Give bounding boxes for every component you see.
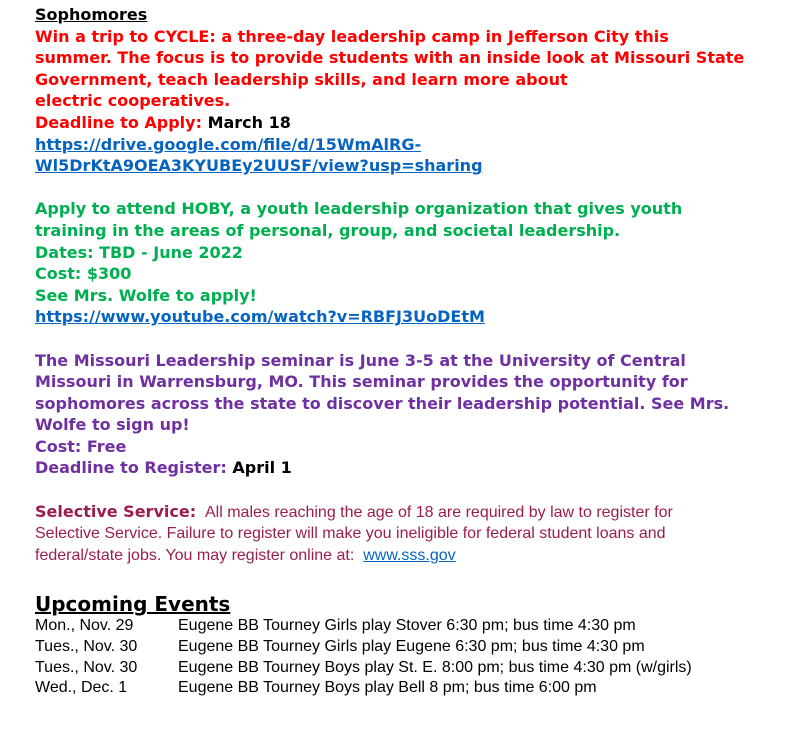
mls-cost: Cost: Free <box>35 436 127 456</box>
mls-deadline-value: April 1 <box>232 458 292 478</box>
selective-line1 <box>35 501 795 524</box>
hoby-dates: Dates: TBD - June 2022 <box>35 242 243 262</box>
event-row <box>35 637 795 658</box>
sss-link[interactable]: www.sss.gov <box>363 546 456 564</box>
selective-text: All males reaching the age of 18 are required by law to register for <box>204 503 673 521</box>
selective-label: Selective Service: <box>35 501 197 521</box>
events-title: Upcoming Events <box>35 592 231 617</box>
event-date: Tues., Nov. 30 <box>35 658 138 676</box>
selective-service-notice <box>35 501 795 567</box>
selective-line3 <box>35 545 795 567</box>
selective-line2: Selective Service. Failure to register will make you ineligible for federal student loans and <box>35 525 666 543</box>
mls-text-line: Missouri in Warrensburg, MO. This seminar provides the opportunity for <box>35 372 688 392</box>
event-date: Mon., Nov. 29 <box>35 617 134 635</box>
mls-text-line: The Missouri Leadership seminar is June 3-5 at the University of Central <box>35 350 686 370</box>
cycle-text-line: Win a trip to CYCLE: a three-day leadership camp in Jefferson City this <box>35 26 669 46</box>
hoby-announcement <box>35 198 795 328</box>
hoby-cost: Cost: $300 <box>35 264 132 284</box>
event-text: Eugene BB Tourney Boys play Bell 8 pm; bus time 6:00 pm <box>178 679 597 697</box>
cycle-text-line: electric cooperatives. <box>35 91 231 111</box>
cycle-deadline-value: March 18 <box>207 112 291 132</box>
event-text: Eugene BB Tourney Boys play St. E. 8:00 pm; bus time 4:30 pm (w/girls) <box>178 658 692 676</box>
cycle-text-line: Government, teach leadership skills, and learn more about <box>35 69 568 89</box>
upcoming-events <box>35 592 795 698</box>
event-row <box>35 616 795 637</box>
cycle-text-line: summer. The focus is to provide students with an inside look at Missouri State <box>35 48 745 68</box>
hoby-text-line: Apply to attend HOBY, a youth leadership organization that gives youth <box>35 199 683 219</box>
hoby-text-line: training in the areas of personal, group, and societal leadership. <box>35 220 621 240</box>
event-text: Eugene BB Tourney Girls play Eugene 6:30 pm; bus time 4:30 pm <box>178 638 645 656</box>
document-page <box>35 4 795 699</box>
event-text: Eugene BB Tourney Girls play Stover 6:30 pm; bus time 4:30 pm <box>178 617 636 635</box>
hoby-apply: See Mrs. Wolfe to apply! <box>35 285 257 305</box>
event-row <box>35 658 795 679</box>
mls-announcement <box>35 350 795 480</box>
event-date: Tues., Nov. 30 <box>35 638 138 656</box>
event-date: Wed., Dec. 1 <box>35 679 128 697</box>
cycle-deadline-label: Deadline to Apply: <box>35 112 202 132</box>
mls-text-line: Wolfe to sign up! <box>35 415 190 435</box>
cycle-link-line1[interactable]: https://drive.google.com/file/d/15WmAlRG- <box>35 134 422 154</box>
hoby-link[interactable]: https://www.youtube.com/watch?v=RBFJ3UoDEtM <box>35 307 485 327</box>
cycle-link[interactable] <box>35 134 795 177</box>
section-heading: Sophomores <box>35 5 148 24</box>
cycle-announcement <box>35 26 795 177</box>
cycle-deadline <box>35 112 795 134</box>
mls-deadline-label: Deadline to Register: <box>35 458 227 478</box>
mls-text-line: sophomores across the state to discover their leadership potential. See Mrs. <box>35 393 730 413</box>
mls-deadline <box>35 457 795 479</box>
event-row <box>35 678 795 699</box>
selective-text: federal/state jobs. You may register online at: <box>35 546 355 564</box>
cycle-link-line2[interactable]: Wl5DrKtA9OEA3KYUBEy2UUSF/view?usp=sharing <box>35 156 483 176</box>
